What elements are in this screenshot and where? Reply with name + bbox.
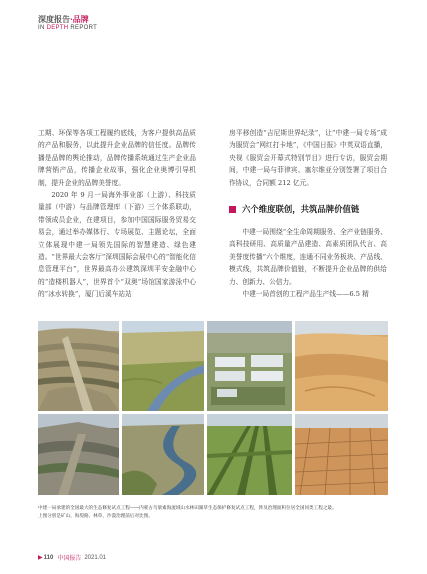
section-prefix: 深度报告 [38, 14, 70, 24]
right-paragraph-3: 中建一局首创的工程产品生产线——6.5 精 [242, 290, 369, 299]
photo-grid [38, 321, 388, 495]
right-paragraph-1: 房平移创造“吉尼斯世界纪录”，让“中建一局专场”成为服贸会“网红打卡地”，《中国日报》中英双语直播，央视《服贸会开幕式特别节目》进行专访，服贸会期间，中建一局与菲律宾、塞尔维亚分别签署了项目合作协议，合同额 212 亿元。 [229, 129, 387, 187]
photo-hillside-restoration [38, 414, 119, 495]
left-paragraph-2: 2020 年 9 月一局海外事业部（上游）、科技质量部（中游）与品牌管理库（下游）三个体系联动，带领成员企业，在建项目，参加中国国际服务贸易交易会，通过举办媒体行、专场展览、主题论坛，全面立体展现中建一局领先国际的智慧建造、绿色建造。“世界最大会客厅”深圳国际会展中心的“智能化信息管理平台”，世界最高办公建筑深圳平安金融中心的“造楼机器人”，世界首个“双奥”场馆国家游泳中心的“冰水转换”，厦门后溪车站站 [38, 191, 196, 299]
page-number: 110 [43, 554, 54, 561]
photo-winding-river [122, 414, 204, 495]
right-paragraph-2: 中建一局围绕“全生命周期服务、全产业链服务、高科技研用、高质量产品建造、高素质团队代言、高美誉度传播”六个维度，连通不同业务板块、产品线、模式线，共筑品牌价值链，不断提升企业品牌的供给力、创新力、公信力。 [229, 228, 387, 286]
photo-terraced-restoration [38, 321, 119, 411]
issue-date: 2021.01 [84, 554, 107, 561]
heading-square-icon [229, 206, 236, 213]
section-label [38, 14, 97, 24]
caption-line-1: 中建一局承建的全国最大的生态修复试点工程——内蒙古乌梁素海流域山水林田湖草生态保护修复试点工程，涉及治理面积位居全国同类工程之最。 [38, 505, 337, 510]
section-heading [229, 203, 387, 215]
subtitle-prefix: IN [38, 25, 47, 31]
photo-desert-grid [295, 414, 388, 495]
left-column [38, 127, 196, 301]
subtitle-suffix: REPORT [68, 25, 98, 31]
section-separator: · [70, 14, 73, 24]
footer-arrow-icon: ▶ [38, 555, 43, 561]
section-subtitle [38, 24, 97, 32]
magazine-name: 中国报告 [57, 556, 82, 562]
page-header [38, 14, 97, 32]
section-heading-text: 六个维度联创，共筑品牌价值链 [242, 204, 360, 215]
left-paragraph-1: 工期、环保等各项工程履约底线，为客户提供高品质的产品和服务，以此提升企业品牌的信任度。品牌传播是品牌的舆论推动，品牌传播系统通过生产企业品牌营销产品，传播企业故事，强化企业奥博引导机制，提升企业的品牌美誉度。 [38, 129, 196, 187]
photo-tree-belts [207, 414, 292, 495]
caption-line-2: 上图分别是矿山、海堤路、林草、沙漠治理前后对比图。 [38, 512, 153, 518]
photo-caption [38, 504, 393, 519]
photo-grassland [122, 321, 204, 411]
page-footer [38, 553, 106, 562]
subtitle-accent: DEPTH [46, 25, 69, 31]
section-name: 品牌 [72, 14, 89, 24]
photo-desert-dunes [295, 321, 388, 411]
photo-greenhouses [207, 321, 292, 411]
right-column [229, 127, 387, 300]
